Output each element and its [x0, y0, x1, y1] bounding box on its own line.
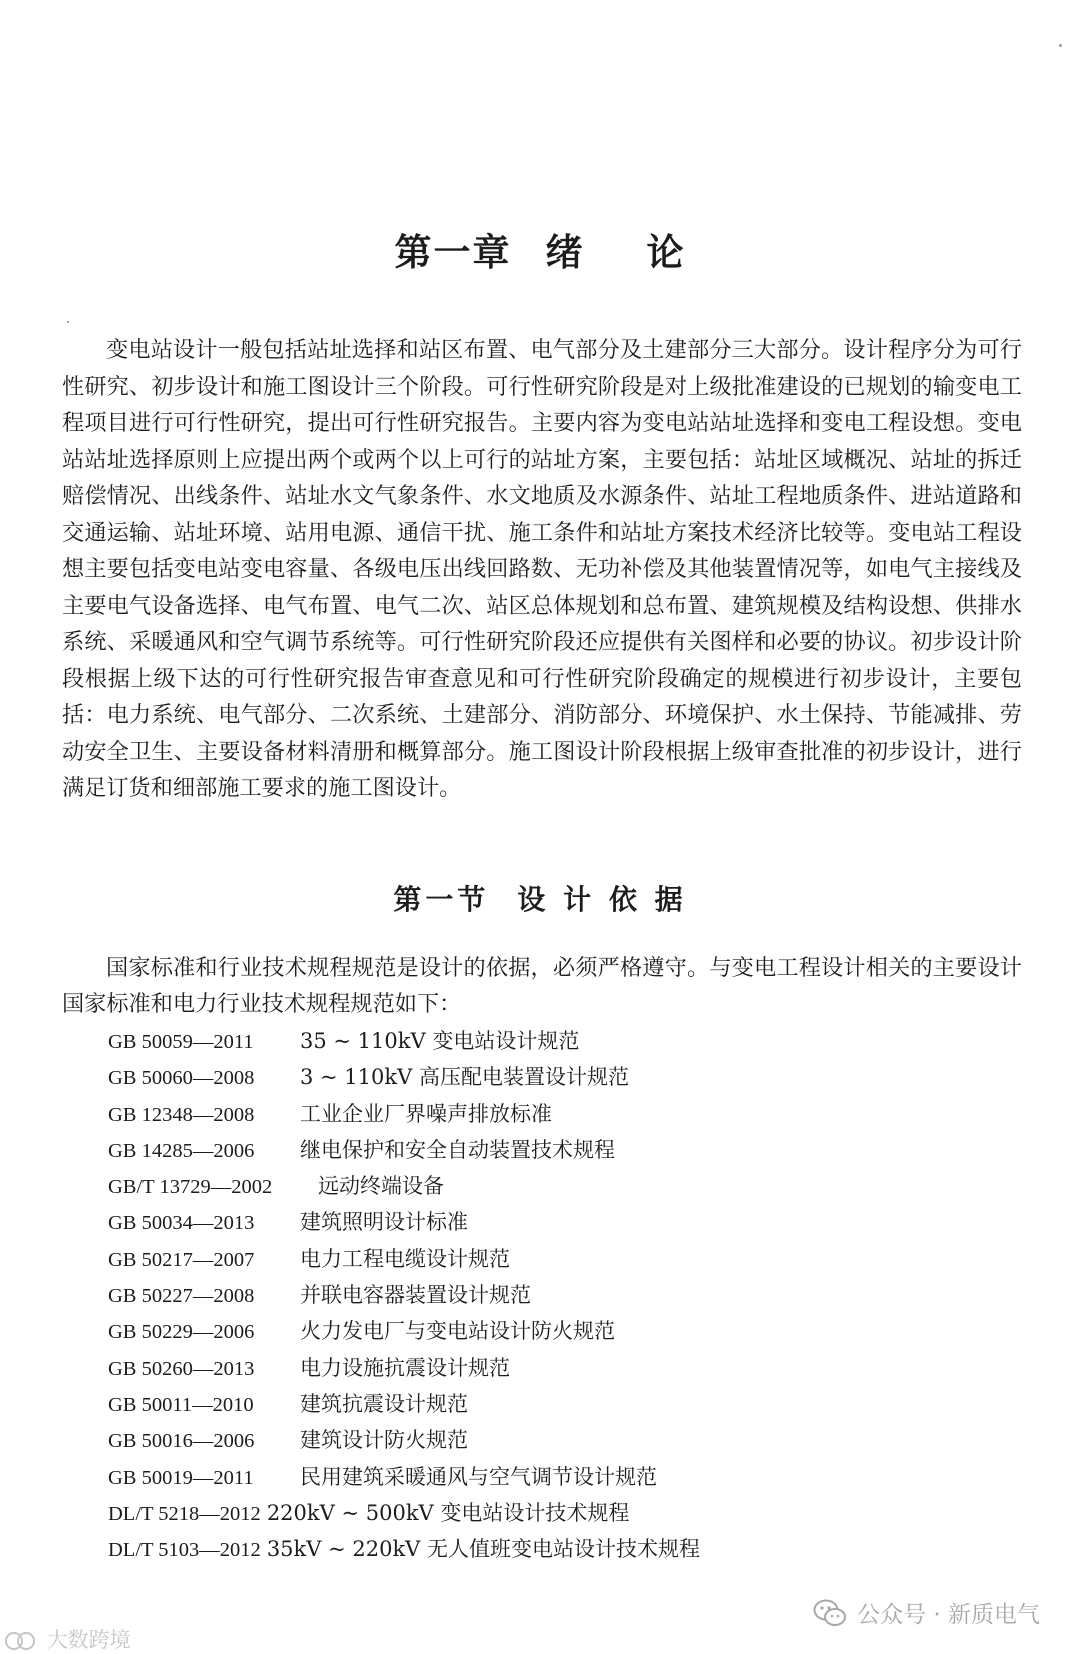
standard-code: GB 50059—2011 — [108, 1031, 254, 1053]
source-watermark-label: 大数跨境 — [46, 1628, 131, 1652]
section-number: 第一节 — [393, 883, 490, 916]
standard-item — [108, 1313, 700, 1349]
standard-name: 继电保护和安全自动装置技术规程 — [300, 1137, 615, 1162]
standard-item — [108, 1023, 700, 1059]
standard-code: GB 50229—2006 — [108, 1321, 255, 1344]
standard-code: GB 50227—2008 — [108, 1285, 255, 1308]
standard-name: 并联电容器装置设计规范 — [300, 1283, 531, 1308]
standard-name: 建筑抗震设计规范 — [300, 1391, 468, 1416]
standard-item — [108, 1096, 700, 1132]
standard-code: GB 50011—2010 — [108, 1393, 254, 1416]
standards-list — [108, 1023, 700, 1567]
standard-item — [108, 1350, 700, 1386]
standard-code: GB 50016—2006 — [108, 1430, 255, 1453]
standard-code: GB 50019—2011 — [108, 1466, 254, 1489]
standard-code: DL/T 5103—2012 — [108, 1539, 261, 1562]
standard-item — [108, 1059, 700, 1095]
chapter-number: 第一章 — [394, 230, 512, 274]
standard-name: 建筑设计防火规范 — [300, 1428, 468, 1453]
wechat-icon — [813, 1598, 847, 1628]
standard-item — [108, 1531, 700, 1567]
standard-item — [108, 1168, 700, 1204]
standard-name: 建筑照明设计标准 — [300, 1210, 468, 1235]
standard-item — [108, 1241, 700, 1277]
scan-speck — [1059, 44, 1062, 47]
chapter-title — [0, 222, 1080, 276]
standard-item — [108, 1495, 700, 1531]
standard-code: GB 50034—2013 — [108, 1212, 255, 1235]
standard-name: 火力发电厂与变电站设计防火规范 — [300, 1319, 615, 1344]
standard-name: 3 ~ 110kV 高压配电装置设计规范 — [300, 1065, 629, 1090]
standard-item — [108, 1277, 700, 1313]
standard-name: 220kV ~ 500kV 变电站设计技术规程 — [266, 1500, 630, 1525]
scan-speck — [67, 321, 69, 323]
standard-item — [108, 1386, 700, 1422]
section-title — [0, 878, 1080, 918]
standard-item — [108, 1459, 700, 1495]
standard-name: 工业企业厂界噪声排放标准 — [300, 1101, 552, 1126]
intro-paragraph: 变电站设计一般包括站址选择和站区布置、电气部分及土建部分三大部分。设计程序分为可行性研究、初步设计和施工图设计三个阶段。可行性研究阶段是对上级批准建设的已规划的输变电工程项目进行可行性研究，提出可行性研究报告。主要内容为变电站站址选择和变电工程设想。变电站站址选择原则上应提出两个或两个以上可行的站址方案，主要包括：站址区域概况、站址的拆迁赔偿情况、出线条件、站址水文气象条件、水文地质及水源条件、站址工程地质条件、进站道路和交通运输、站址环境、站用电源、通信干扰、施工条件和站址方案技术经济比较等。变电站工程设想主要包括变电站变电容量、各级电压出线回路数、无功补偿及其他装置情况等，如电气主接线及主要电气设备选择、电气布置、电气二次、站区总体规划和总布置、建筑规模及结构设想、供排水系统、采暖通风和空气调节系统等。可行性研究阶段还应提供有关图样和必要的协议。初步设计阶段根据上级下达的可行性研究报告审查意见和可行性研究阶段确定的规模进行初步设计，主要包括：电力系统、电气部分、二次系统、土建部分、消防部分、环境保护、水土保持、节能减排、劳动安全卫生、主要设备材料清册和概算部分。施工图设计阶段根据上级审查批准的初步设计，进行满足订货和细部施工要求的施工图设计。 — [62, 337, 1022, 801]
standard-name: 远动终端设备 — [318, 1174, 444, 1199]
standard-code: GB 50260—2013 — [108, 1357, 255, 1380]
wechat-account-label: 公众号 · 新质电气 — [857, 1602, 1040, 1628]
standard-item — [108, 1204, 700, 1240]
standard-code: DL/T 5218—2012 — [108, 1502, 261, 1525]
standards-lead-paragraph: 国家标准和行业技术规程规范是设计的依据，必须严格遵守。与变电工程设计相关的主要设计国家标准和电力行业技术规程规范如下： — [62, 955, 1022, 1017]
standard-name: 电力工程电缆设计规范 — [300, 1246, 510, 1271]
standard-name: 电力设施抗震设计规范 — [300, 1355, 510, 1380]
section-heading: 设 计 依 据 — [517, 883, 687, 916]
standard-name: 民用建筑采暖通风与空气调节设计规范 — [300, 1464, 657, 1489]
standard-name: 35kV ~ 220kV 无人值班变电站设计技术规程 — [266, 1537, 701, 1562]
chapter-title-word-2: 论 — [646, 230, 686, 274]
standard-code: GB/T 13729—2002 — [108, 1176, 273, 1199]
standard-code: GB 50217—2007 — [108, 1248, 255, 1271]
standard-name: 35 ~ 110kV 变电站设计规范 — [300, 1029, 580, 1053]
standard-code: GB 12348—2008 — [108, 1103, 255, 1126]
standard-code: GB 50060—2008 — [108, 1067, 255, 1090]
standard-item — [108, 1422, 700, 1458]
source-logo-icon — [4, 1630, 36, 1652]
standard-code: GB 14285—2006 — [108, 1139, 255, 1162]
chapter-title-word-1: 绪 — [545, 230, 585, 274]
wechat-watermark — [813, 1596, 1040, 1629]
standard-item — [108, 1132, 700, 1168]
